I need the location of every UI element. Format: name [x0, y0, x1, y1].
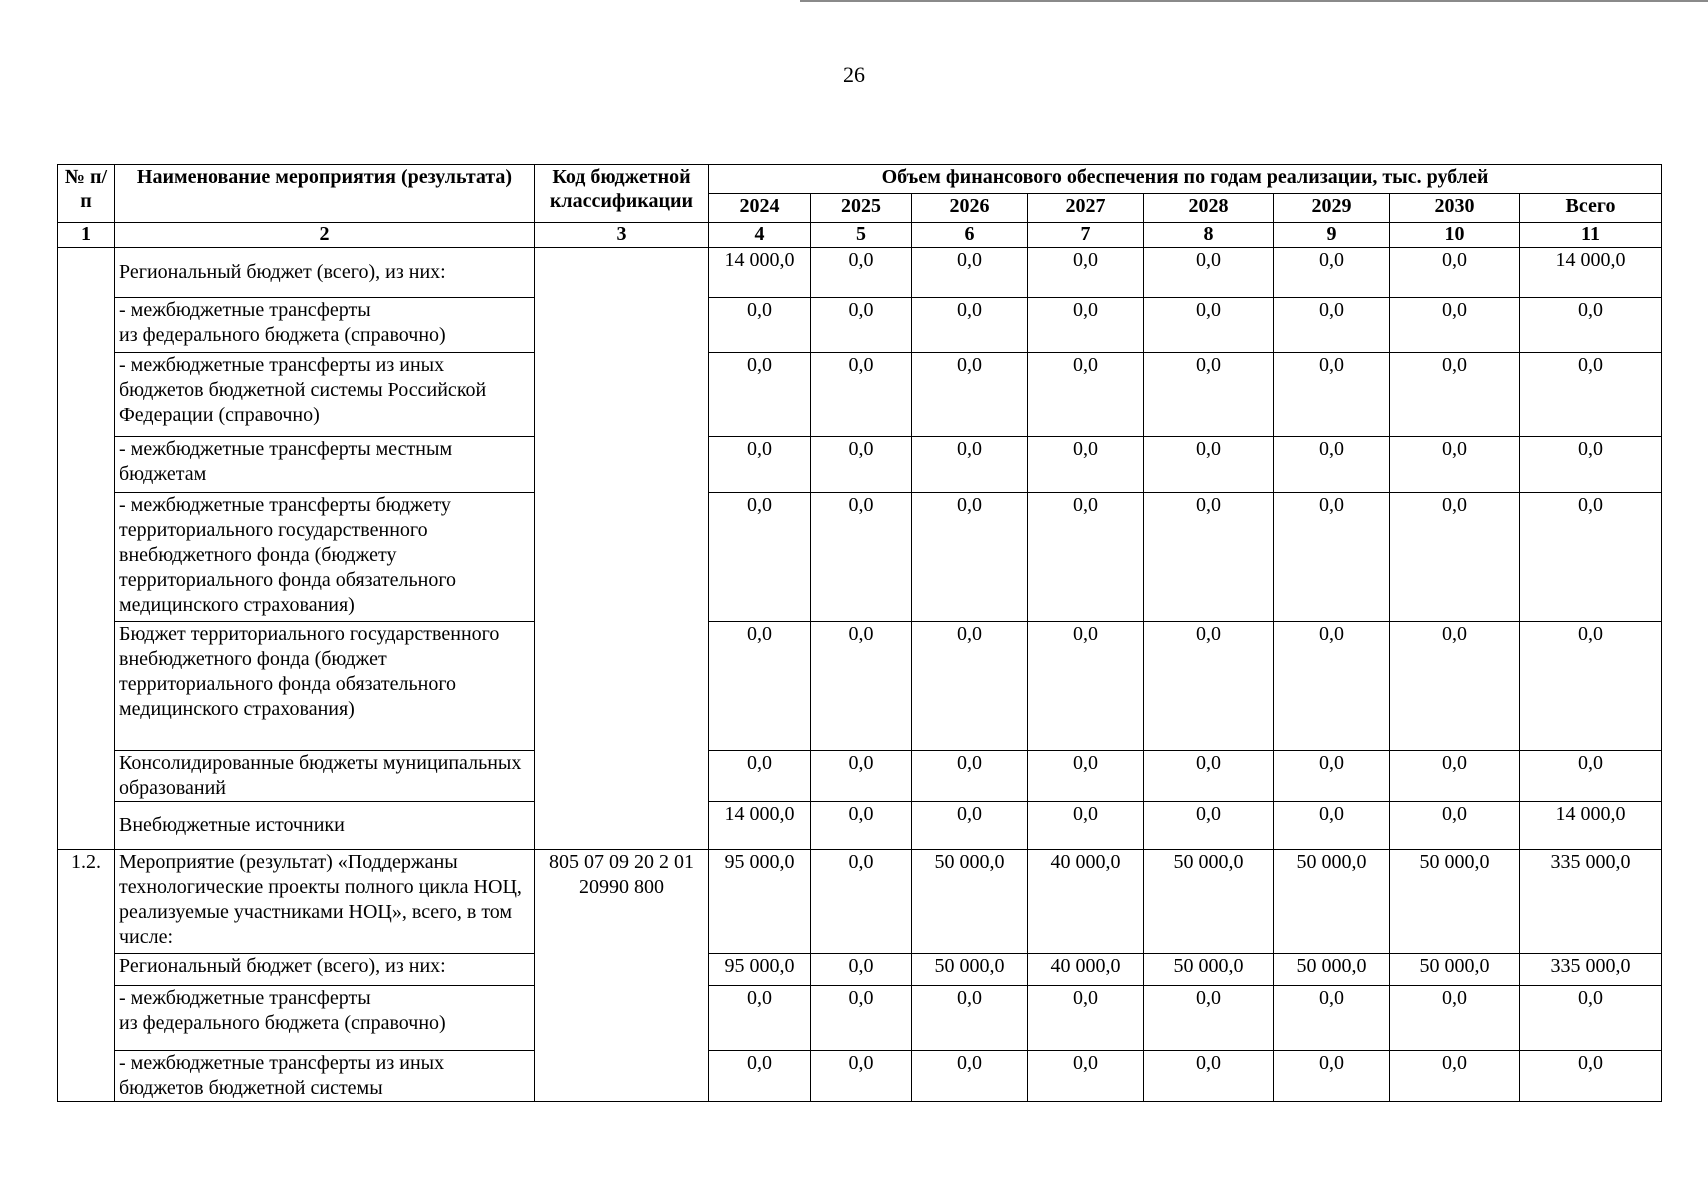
row-name: - межбюджетные трансферты местным бюджетам — [115, 437, 535, 493]
total-cell: 0,0 — [1520, 986, 1662, 1051]
col-number: 5 — [811, 223, 912, 248]
year-value-cell: 50 000,0 — [1144, 850, 1274, 954]
year-value-cell: 95 000,0 — [709, 850, 811, 954]
header-name: Наименование мероприятия (результата) — [115, 165, 535, 223]
year-value-cell: 0,0 — [1274, 802, 1390, 850]
year-value-cell: 0,0 — [1390, 437, 1520, 493]
budget-code: 805 07 09 20 2 01 20990 800 — [535, 850, 709, 1102]
year-value-cell: 50 000,0 — [1274, 850, 1390, 954]
table-row — [58, 493, 1662, 622]
year-value-cell: 0,0 — [1274, 353, 1390, 437]
year-value-cell: 50 000,0 — [1390, 954, 1520, 986]
year-value-cell: 50 000,0 — [912, 850, 1028, 954]
col-number: 7 — [1028, 223, 1144, 248]
table-row — [58, 954, 1662, 986]
header-total: Всего — [1520, 194, 1662, 223]
total-cell: 0,0 — [1520, 622, 1662, 751]
row-index: 1.2. — [58, 850, 115, 1102]
year-value-cell: 0,0 — [912, 1051, 1028, 1102]
year-value-cell: 0,0 — [709, 986, 811, 1051]
year-value-cell: 50 000,0 — [912, 954, 1028, 986]
funding-table — [57, 164, 1662, 1102]
year-value-cell: 0,0 — [1028, 1051, 1144, 1102]
table-row — [58, 751, 1662, 802]
year-value-cell: 0,0 — [709, 493, 811, 622]
year-value-cell: 0,0 — [1144, 248, 1274, 298]
year-value-cell: 0,0 — [912, 622, 1028, 751]
year-value-cell: 0,0 — [1028, 298, 1144, 353]
year-value-cell: 0,0 — [1028, 437, 1144, 493]
total-cell: 0,0 — [1520, 298, 1662, 353]
year-value-cell: 0,0 — [811, 1051, 912, 1102]
year-value-cell: 0,0 — [709, 622, 811, 751]
year-value-cell: 0,0 — [811, 437, 912, 493]
total-cell: 14 000,0 — [1520, 802, 1662, 850]
header-year: 2026 — [912, 194, 1028, 223]
header-year: 2029 — [1274, 194, 1390, 223]
table-row — [58, 802, 1662, 850]
year-value-cell: 0,0 — [1028, 622, 1144, 751]
year-value-cell: 0,0 — [709, 353, 811, 437]
page-number: 26 — [843, 62, 865, 87]
total-cell: 335 000,0 — [1520, 954, 1662, 986]
year-value-cell: 0,0 — [1274, 986, 1390, 1051]
year-value-cell: 40 000,0 — [1028, 850, 1144, 954]
year-value-cell: 0,0 — [1274, 622, 1390, 751]
total-cell: 14 000,0 — [1520, 248, 1662, 298]
year-value-cell: 0,0 — [1028, 986, 1144, 1051]
table-row — [58, 437, 1662, 493]
header-year: 2024 — [709, 194, 811, 223]
year-value-cell: 50 000,0 — [1390, 850, 1520, 954]
total-cell: 0,0 — [1520, 353, 1662, 437]
year-value-cell: 0,0 — [1390, 493, 1520, 622]
table-row — [58, 1051, 1662, 1102]
year-value-cell: 0,0 — [1028, 248, 1144, 298]
year-value-cell: 0,0 — [912, 751, 1028, 802]
year-value-cell: 50 000,0 — [1144, 954, 1274, 986]
table-header — [58, 165, 1662, 248]
header-code: Код бюджетной классификации — [535, 165, 709, 223]
total-cell: 0,0 — [1520, 437, 1662, 493]
row-name: - межбюджетные трансферты из иных бюджетов бюджетной системы Российской Федерации (справочно) — [115, 353, 535, 437]
year-value-cell: 0,0 — [912, 986, 1028, 1051]
col-number: 4 — [709, 223, 811, 248]
total-cell: 0,0 — [1520, 1051, 1662, 1102]
year-value-cell: 0,0 — [1144, 437, 1274, 493]
year-value-cell: 0,0 — [912, 437, 1028, 493]
year-value-cell: 0,0 — [1144, 622, 1274, 751]
row-name: - межбюджетные трансферты бюджету территориального государственного внебюджетного фонда (бюджету территориального фонда обязательного медицинского страхования) — [115, 493, 535, 622]
total-cell: 335 000,0 — [1520, 850, 1662, 954]
year-value-cell: 0,0 — [709, 298, 811, 353]
year-value-cell: 0,0 — [811, 622, 912, 751]
col-number: 2 — [115, 223, 535, 248]
table-row — [58, 986, 1662, 1051]
row-name: Региональный бюджет (всего), из них: — [115, 248, 535, 298]
year-value-cell: 0,0 — [1390, 622, 1520, 751]
year-value-cell: 0,0 — [1144, 353, 1274, 437]
year-value-cell: 0,0 — [912, 493, 1028, 622]
col-number: 1 — [58, 223, 115, 248]
year-value-cell: 14 000,0 — [709, 802, 811, 850]
year-value-cell: 50 000,0 — [1274, 954, 1390, 986]
total-cell: 0,0 — [1520, 493, 1662, 622]
year-value-cell: 0,0 — [709, 437, 811, 493]
header-no: № п/п — [58, 165, 115, 223]
year-value-cell: 0,0 — [811, 850, 912, 954]
header-year: 2028 — [1144, 194, 1274, 223]
year-value-cell: 0,0 — [1274, 437, 1390, 493]
year-value-cell: 0,0 — [1274, 1051, 1390, 1102]
year-value-cell: 0,0 — [1028, 353, 1144, 437]
row-name: Внебюджетные источники — [115, 802, 535, 850]
table-row — [58, 622, 1662, 751]
year-value-cell: 0,0 — [912, 353, 1028, 437]
year-value-cell: 0,0 — [1028, 493, 1144, 622]
year-value-cell: 0,0 — [912, 802, 1028, 850]
year-value-cell: 0,0 — [811, 353, 912, 437]
col-number: 6 — [912, 223, 1028, 248]
year-value-cell: 0,0 — [811, 298, 912, 353]
row-name: - межбюджетные трансферты из иных бюджетов бюджетной системы — [115, 1051, 535, 1102]
year-value-cell: 95 000,0 — [709, 954, 811, 986]
year-value-cell: 0,0 — [1390, 802, 1520, 850]
year-value-cell: 0,0 — [811, 493, 912, 622]
year-value-cell: 0,0 — [1144, 298, 1274, 353]
year-value-cell: 0,0 — [1274, 751, 1390, 802]
row-name: Бюджет территориального государственного внебюджетного фонда (бюджет территориального фонда обязательного медицинского страхования) — [115, 622, 535, 751]
year-value-cell: 0,0 — [1144, 986, 1274, 1051]
header-year: 2025 — [811, 194, 912, 223]
year-value-cell: 0,0 — [1390, 298, 1520, 353]
year-value-cell: 0,0 — [811, 986, 912, 1051]
year-value-cell: 0,0 — [1390, 353, 1520, 437]
header-year: 2027 — [1028, 194, 1144, 223]
row-name: - межбюджетные трансферты из федерального бюджета (справочно) — [115, 986, 535, 1051]
top-edge-rule — [800, 0, 1708, 2]
year-value-cell: 0,0 — [1274, 248, 1390, 298]
year-value-cell: 0,0 — [811, 802, 912, 850]
row-name: - межбюджетные трансферты из федерального бюджета (справочно) — [115, 298, 535, 353]
year-value-cell: 0,0 — [1028, 751, 1144, 802]
table-row — [58, 248, 1662, 298]
year-value-cell: 0,0 — [709, 751, 811, 802]
year-value-cell: 14 000,0 — [709, 248, 811, 298]
year-value-cell: 0,0 — [811, 248, 912, 298]
year-value-cell: 0,0 — [1390, 751, 1520, 802]
header-year: 2030 — [1390, 194, 1520, 223]
year-value-cell: 0,0 — [811, 751, 912, 802]
row-name: Региональный бюджет (всего), из них: — [115, 954, 535, 986]
year-value-cell: 0,0 — [1144, 802, 1274, 850]
row-name: Мероприятие (результат) «Поддержаны технологические проекты полного цикла НОЦ, реализуемые участниками НОЦ», всего, в том числе: — [115, 850, 535, 954]
table-row — [58, 353, 1662, 437]
col-number: 10 — [1390, 223, 1520, 248]
year-value-cell: 0,0 — [1144, 1051, 1274, 1102]
row-index — [58, 248, 115, 850]
year-value-cell: 0,0 — [1390, 248, 1520, 298]
year-value-cell: 0,0 — [1144, 751, 1274, 802]
col-number: 8 — [1144, 223, 1274, 248]
col-number: 11 — [1520, 223, 1662, 248]
table-row — [58, 850, 1662, 954]
budget-code — [535, 248, 709, 850]
year-value-cell: 40 000,0 — [1028, 954, 1144, 986]
year-value-cell: 0,0 — [811, 954, 912, 986]
year-value-cell: 0,0 — [912, 248, 1028, 298]
table-row — [58, 298, 1662, 353]
year-value-cell: 0,0 — [912, 298, 1028, 353]
col-number: 3 — [535, 223, 709, 248]
year-value-cell: 0,0 — [1028, 802, 1144, 850]
year-value-cell: 0,0 — [1274, 298, 1390, 353]
year-value-cell: 0,0 — [1274, 493, 1390, 622]
table-body — [58, 248, 1662, 1102]
row-name: Консолидированные бюджеты муниципальных образований — [115, 751, 535, 802]
year-value-cell: 0,0 — [1390, 986, 1520, 1051]
year-value-cell: 0,0 — [1390, 1051, 1520, 1102]
year-value-cell: 0,0 — [709, 1051, 811, 1102]
col-number: 9 — [1274, 223, 1390, 248]
total-cell: 0,0 — [1520, 751, 1662, 802]
year-value-cell: 0,0 — [1144, 493, 1274, 622]
header-funding: Объем финансового обеспечения по годам реализации, тыс. рублей — [709, 165, 1662, 194]
